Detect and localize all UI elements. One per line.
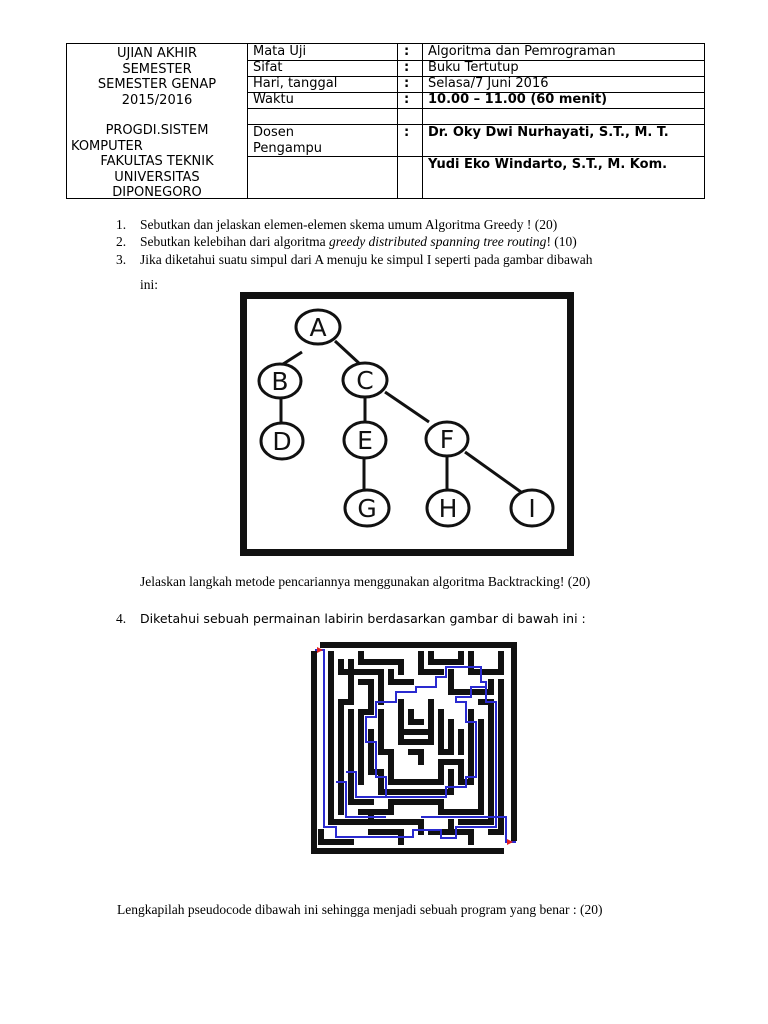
- node-a-label: A: [309, 313, 327, 342]
- sep-dosen: :: [404, 125, 410, 140]
- label-sifat: Sifat: [253, 60, 283, 75]
- label-mata-uji: Mata Uji: [253, 44, 307, 59]
- label-waktu: Waktu: [253, 92, 294, 107]
- q3-text-line2: ini:: [140, 277, 159, 292]
- label-dosen: Dosen: [253, 125, 294, 140]
- node-c-label: C: [356, 366, 374, 395]
- exam-title-2: SEMESTER: [122, 61, 192, 77]
- value-hari: Selasa/7 Juni 2016: [428, 76, 549, 91]
- sep-sifat: :: [404, 60, 410, 75]
- q4-number: 4.: [116, 611, 127, 626]
- node-i-label: I: [528, 494, 536, 523]
- label-dosen-2: Pengampu: [253, 141, 322, 156]
- exam-title: UJIAN AKHIR: [117, 46, 197, 61]
- program-2: KOMPUTER: [71, 138, 143, 154]
- q2-italic: greedy distributed spanning tree routing: [328, 234, 547, 249]
- q3-number: 3.: [116, 252, 127, 267]
- semester: SEMESTER GENAP: [97, 77, 217, 92]
- node-b-label: B: [271, 367, 289, 396]
- node-d-label: D: [272, 427, 292, 456]
- label-hari: Hari, tanggal: [253, 76, 338, 91]
- node-f-label: F: [439, 425, 455, 454]
- value-waktu: 10.00 – 11.00 (60 menit): [428, 92, 608, 107]
- exam-header-table: [66, 43, 705, 199]
- program: PROGDI.SISTEM: [105, 123, 209, 138]
- node-g-label: G: [357, 494, 377, 523]
- q2-text: [140, 233, 577, 250]
- q1-text: Sebutkan dan jelaskan elemen-elemen skema umum Algoritma Greedy ! (20): [140, 217, 558, 232]
- exam-institution-block: [67, 46, 247, 201]
- dosen-name-1: Dr. Oky Dwi Nurhayati, S.T., M. T.: [428, 125, 669, 140]
- value-sifat: Buku Tertutup: [428, 60, 519, 75]
- node-h-label: H: [438, 494, 458, 523]
- sep-waktu: :: [404, 92, 410, 107]
- q2-post: ! (10): [546, 234, 577, 249]
- sep-mata-uji: :: [404, 44, 410, 59]
- node-e-label: E: [357, 426, 373, 455]
- maze-figure: [311, 642, 517, 854]
- faculty: FAKULTAS TEKNIK: [100, 154, 214, 169]
- q3-followup: Jelaskan langkah metode pencariannya menggunakan algoritma Backtracking! (20): [140, 574, 591, 589]
- q2-number: 2.: [116, 234, 127, 249]
- q4-text: Diketahui sebuah permainan labirin berdasarkan gambar di bawah ini :: [140, 611, 586, 626]
- university: UNIVERSITAS: [114, 169, 200, 185]
- tree-figure: [240, 292, 574, 556]
- q3-text-line1: Jika diketahui suatu simpul dari A menuju ke simpul I seperti pada gambar dibawah: [140, 252, 593, 267]
- q5-text: Lengkapilah pseudocode dibawah ini sehingga menjadi sebuah program yang benar : (20): [117, 902, 603, 917]
- q2-pre: Sebutkan kelebihan dari algoritma: [140, 234, 329, 249]
- q1-number: 1.: [116, 217, 127, 232]
- sep-hari: :: [404, 76, 410, 91]
- value-mata-uji: Algoritma dan Pemrograman: [428, 44, 616, 59]
- university-2: DIPONEGORO: [112, 185, 202, 200]
- dosen-name-2: Yudi Eko Windarto, S.T., M. Kom.: [428, 157, 668, 172]
- academic-year: 2015/2016: [121, 92, 193, 108]
